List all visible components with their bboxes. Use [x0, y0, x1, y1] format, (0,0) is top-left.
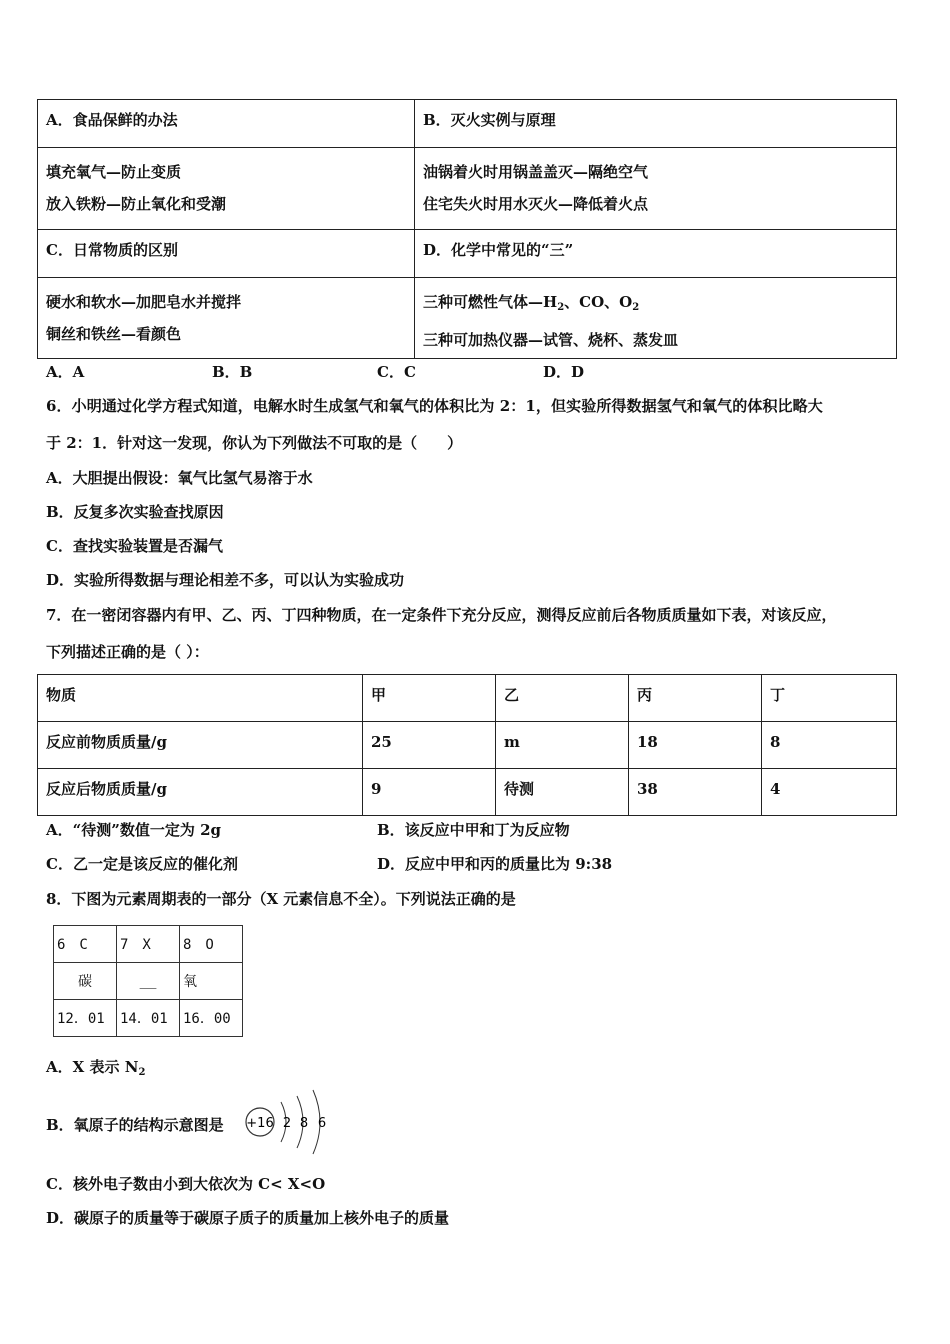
q7-cell: 4: [762, 769, 897, 816]
q5-option-c: C．C: [377, 363, 416, 381]
table1-b-header: B．灭火实例与原理: [415, 100, 897, 148]
q7-cell: 待测: [496, 769, 629, 816]
periodic-table-fragment: [53, 925, 243, 1037]
table1-b-body: [415, 148, 897, 230]
q6-option-c: C．查找实验装置是否漏气: [46, 537, 223, 555]
table1-a-header: A．食品保鲜的办法: [38, 100, 415, 148]
nucleus-charge: +16: [246, 1116, 274, 1131]
q7-cell: m: [496, 722, 629, 769]
element-number-symbol: 7 X: [117, 926, 180, 963]
q8-option-c: C．核外电子数由小到大依次为 C< X<O: [46, 1175, 326, 1193]
element-name: 氧: [180, 963, 243, 1000]
q7-header-cell: 乙: [496, 675, 629, 722]
table1-b-line: 住宅失火时用水灭火—降低着火点: [423, 195, 649, 213]
shell-electron-count: 2: [282, 1116, 292, 1131]
table1-c-body: [38, 278, 415, 359]
element-number-symbol: 8 O: [180, 926, 243, 963]
q8-option-d: D．碳原子的质量等于碳原子质子的质量加上核外电子的质量: [46, 1209, 450, 1227]
q8-option-a: A．X 表示 $N_2$: [46, 1058, 146, 1078]
oxygen-atom-structure-diagram: [243, 1088, 338, 1156]
q5-option-b: B．B: [212, 363, 253, 381]
shell-electron-count: 6: [317, 1116, 327, 1131]
q6-option-a: A．大胆提出假设：氧气比氢气易溶于水: [46, 469, 313, 487]
q7-cell: 8: [762, 722, 897, 769]
q8-stem: 8．下图为元素周期表的一部分（X 元素信息不全）。下列说法正确的是: [46, 890, 516, 908]
q7-cell: 38: [629, 769, 762, 816]
q5-options-table: [37, 99, 897, 359]
q8-option-b: B．氧原子的结构示意图是: [46, 1116, 224, 1134]
q7-cell: 反应后物质质量/g: [38, 769, 363, 816]
q7-header-cell: 物质: [38, 675, 363, 722]
q6-option-b: B．反复多次实验查找原因: [46, 503, 224, 521]
q7-header-cell: 甲: [363, 675, 496, 722]
table1-d-line: 三种可加热仪器—试管、烧杯、蒸发皿: [423, 331, 679, 349]
q7-cell: 反应前物质质量/g: [38, 722, 363, 769]
table1-c-header: C．日常物质的区别: [38, 230, 415, 278]
q6-stem-line2: 于 2：1．针对这一发现，你认为下列做法不可取的是（ ）: [46, 434, 463, 452]
q7-stem-line1: 7．在一密闭容器内有甲、乙、丙、丁四种物质，在一定条件下充分反应，测得反应前后各物质质量如下表，对该反应，: [46, 606, 837, 624]
table1-d-body: [415, 278, 897, 359]
q5-option-a: A．A: [46, 363, 85, 381]
q7-header-cell: 丁: [762, 675, 897, 722]
table-row: [38, 675, 897, 722]
q7-mass-table: [37, 674, 897, 816]
table1-a-line: 填充氧气—防止变质: [46, 163, 182, 181]
table1-c-line: 铜丝和铁丝—看颜色: [46, 325, 182, 343]
q7-option-c: C．乙一定是该反应的催化剂: [46, 855, 238, 873]
q6-stem-line1: 6．小明通过化学方程式知道，电解水时生成氢气和氧气的体积比为 2：1，但实验所得数据氢气和氧气的体积比略大: [46, 397, 823, 415]
table1-b-line: 油锅着火时用锅盖盖灭—隔绝空气: [423, 163, 649, 181]
table-row: [54, 1000, 243, 1037]
table1-a-line: 放入铁粉—防止氧化和受潮: [46, 195, 227, 213]
table-row: [38, 722, 897, 769]
q7-option-d: D．反应中甲和丙的质量比为 9:38: [377, 855, 613, 873]
q7-stem-line2: 下列描述正确的是（ ）：: [46, 643, 209, 661]
table1-a-body: [38, 148, 415, 230]
table1-d-line: 三种可燃性气体$—H_2$、CO、$O_2$: [423, 293, 640, 313]
element-mass: 12．01: [54, 1000, 117, 1037]
q7-option-b: B．该反应中甲和丁为反应物: [377, 821, 570, 839]
element-number-symbol: 6 C: [54, 926, 117, 963]
shell-electron-count: 8: [299, 1116, 309, 1131]
table-row: [38, 769, 897, 816]
table1-c-line: 硬水和软水—加肥皂水并搅拌: [46, 293, 242, 311]
table-row: [54, 963, 243, 1000]
q5-option-d: D．D: [543, 363, 585, 381]
table1-d-header: D．化学中常见的“三”: [415, 230, 897, 278]
element-mass: 16．00: [180, 1000, 243, 1037]
q7-cell: 9: [363, 769, 496, 816]
q7-header-cell: 丙: [629, 675, 762, 722]
element-mass: 14．01: [117, 1000, 180, 1037]
q7-option-a: A．“待测”数值一定为 2g: [46, 821, 222, 839]
element-name: 碳: [54, 963, 117, 1000]
q7-cell: 25: [363, 722, 496, 769]
element-name: __: [117, 963, 180, 1000]
table-row: [54, 926, 243, 963]
q6-option-d: D．实验所得数据与理论相差不多，可以认为实验成功: [46, 571, 405, 589]
q7-cell: 18: [629, 722, 762, 769]
